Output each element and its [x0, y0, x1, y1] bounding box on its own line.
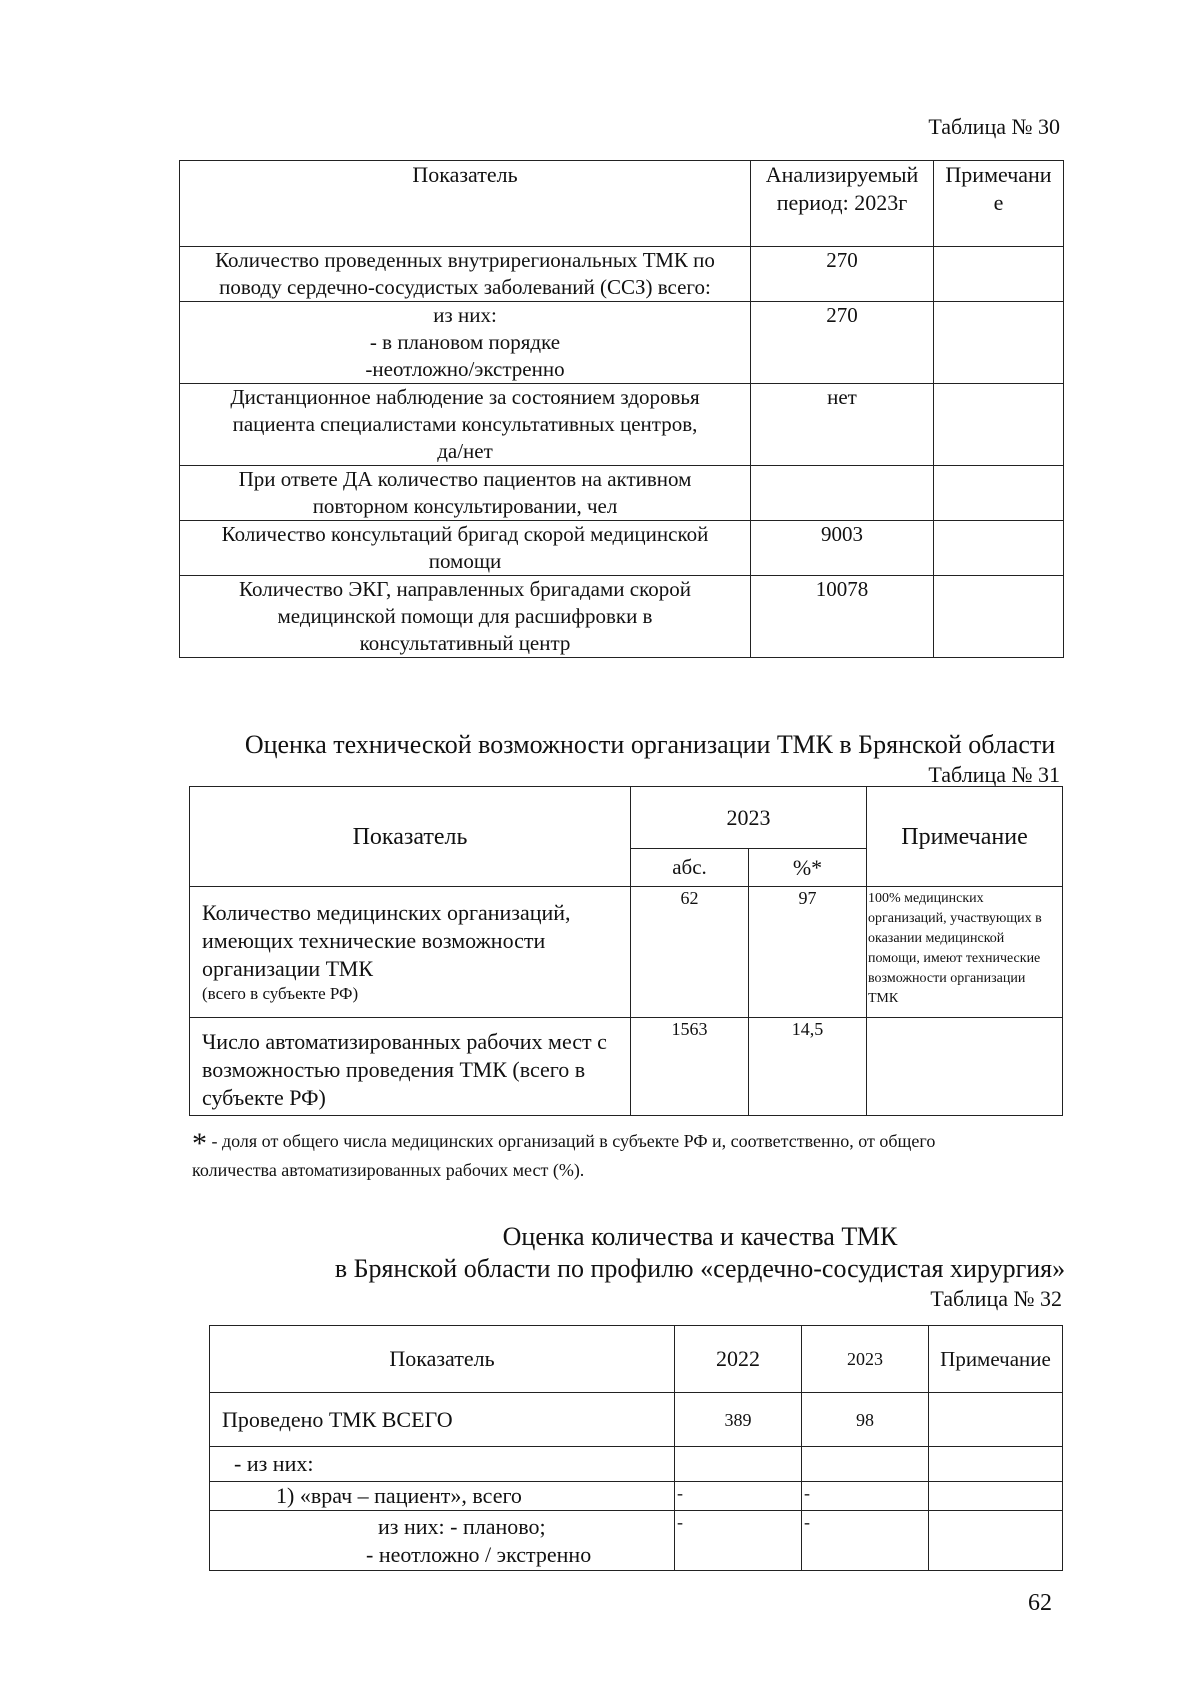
header-pct: %*: [749, 849, 867, 887]
footnote-text-2: количества автоматизированных рабочих мест (%).: [192, 1160, 585, 1180]
table-30-header-row: [180, 161, 1064, 247]
row-value: [751, 466, 934, 521]
row-label: [180, 384, 751, 466]
table-row: [180, 384, 1064, 466]
row-value: 9003: [751, 521, 934, 576]
row-label-line: возможностью проведения ТМК (всего в: [202, 1057, 586, 1082]
row-label-line: имеющих технические возможности: [202, 928, 546, 953]
row-pct: 14,5: [749, 1018, 867, 1116]
table-row: [180, 521, 1064, 576]
row-note: [929, 1447, 1063, 1482]
row-label-line: медицинской помощи для расшифровки в: [277, 604, 653, 628]
table-30-label: Таблица № 30: [928, 114, 1060, 139]
row-value: 10078: [751, 576, 934, 658]
row-label-line: Количество ЭКГ, направленных бригадами скорой: [239, 577, 691, 601]
row-note-line: возможности организации: [868, 971, 1026, 986]
row-label-line: Количество проведенных внутрирегиональных ТМК по: [215, 248, 715, 272]
header-2022: 2022: [675, 1326, 802, 1393]
header-period: [751, 161, 934, 247]
header-year: 2023: [631, 787, 867, 849]
row-value: нет: [751, 384, 934, 466]
row-label: Проведено ТМК ВСЕГО: [210, 1393, 675, 1447]
row-label: [180, 302, 751, 384]
row-label-line: консультативный центр: [359, 631, 571, 655]
footnote: [192, 1128, 1152, 1183]
row-note: [934, 302, 1064, 384]
row-2022: -: [675, 1511, 802, 1571]
row-label-line: из них:: [433, 303, 497, 327]
header-note-line2: е: [993, 190, 1004, 215]
row-note-line: помощи, имеют технические: [868, 951, 1041, 966]
footnote-star: *: [192, 1127, 207, 1160]
header-abs: абс.: [631, 849, 749, 887]
row-label-line: организации ТМК: [202, 956, 373, 981]
table-32-label: Таблица № 32: [930, 1286, 1062, 1311]
row-pct: 97: [749, 887, 867, 1018]
table-31-header-row: [190, 787, 1063, 849]
row-label-line: Количество медицинских организаций,: [202, 900, 571, 925]
row-label: [190, 887, 631, 1018]
row-2023: -: [802, 1511, 929, 1571]
row-label-line: да/нет: [437, 439, 493, 463]
row-label-line: повторном консультировании, чел: [312, 494, 618, 518]
footnote-line-1: [192, 1127, 1152, 1160]
row-2023: -: [802, 1482, 929, 1511]
row-label-line: из них: - планово;: [378, 1514, 546, 1539]
section-32-title-line1: Оценка количества и качества ТМК: [502, 1222, 898, 1251]
row-label-line: помощи: [428, 549, 502, 573]
row-value: 270: [751, 247, 934, 302]
row-label: [180, 247, 751, 302]
table-31-label: Таблица № 31: [928, 762, 1060, 787]
row-label-line: Число автоматизированных рабочих мест с: [202, 1029, 607, 1054]
row-note-line: ТМК: [868, 991, 899, 1006]
row-label: [210, 1511, 675, 1571]
row-label-line: поводу сердечно-сосудистых заболеваний (ССЗ) всего:: [219, 275, 711, 299]
footnote-text-1: - доля от общего числа медицинских организаций в субъекте РФ и, соответственно, от общего: [211, 1131, 936, 1151]
row-note-line: 100% медицинских: [868, 891, 984, 906]
table-31: [189, 786, 1063, 1116]
row-2022: 389: [675, 1393, 802, 1447]
row-label-line: При ответе ДА количество пациентов на активном: [238, 467, 692, 491]
row-label-line: - неотложно / экстренно: [366, 1542, 592, 1567]
table-32: [209, 1325, 1063, 1571]
section-31-title: Оценка технической возможности организации ТМК в Брянской области: [244, 730, 1056, 759]
row-label-line: Количество консультаций бригад скорой медицинской: [221, 522, 709, 546]
row-note-line: организаций, участвующих в: [868, 911, 1042, 926]
row-abs: 62: [631, 887, 749, 1018]
header-note-line1: Примечани: [945, 162, 1052, 187]
row-label-line: Дистанционное наблюдение за состоянием здоровья: [230, 385, 700, 409]
header-note: [934, 161, 1064, 247]
table-row: [210, 1482, 1063, 1511]
table-row: [180, 247, 1064, 302]
row-note: [934, 466, 1064, 521]
header-indicator: Показатель: [210, 1326, 675, 1393]
row-label-line: - в плановом порядке: [369, 330, 561, 354]
row-note: [934, 384, 1064, 466]
table-30: [179, 160, 1064, 658]
row-2023: 98: [802, 1393, 929, 1447]
row-abs: 1563: [631, 1018, 749, 1116]
header-note: Примечание: [929, 1326, 1063, 1393]
table-row: [180, 576, 1064, 658]
page-number: 62: [1028, 1590, 1052, 1616]
table-row: [210, 1511, 1063, 1571]
row-2022: [675, 1447, 802, 1482]
row-note: [934, 521, 1064, 576]
row-note: [934, 576, 1064, 658]
row-note: [867, 887, 1063, 1018]
row-label-line: пациента специалистами консультативных центров,: [232, 412, 698, 436]
section-32-title-line2: в Брянской области по профилю «сердечно-сосудистая хирургия»: [334, 1254, 1066, 1283]
row-label: 1) «врач – пациент», всего: [210, 1482, 675, 1511]
table-row: [210, 1393, 1063, 1447]
header-period-line2: период: 2023г: [776, 190, 908, 215]
header-note: Примечание: [867, 787, 1063, 887]
row-2022: -: [675, 1482, 802, 1511]
header-period-line1: Анализируемый: [765, 162, 919, 187]
row-label-line: -неотложно/экстренно: [365, 357, 565, 381]
table-row: [190, 887, 1063, 1018]
table-row: [210, 1447, 1063, 1482]
row-value: 270: [751, 302, 934, 384]
row-2023: [802, 1447, 929, 1482]
header-indicator: Показатель: [190, 787, 631, 887]
table-row: [180, 466, 1064, 521]
row-note: [934, 247, 1064, 302]
row-note-line: оказании медицинской: [868, 931, 1005, 946]
header-2023: 2023: [802, 1326, 929, 1393]
row-label-line: субъекте РФ): [202, 1085, 326, 1110]
table-row: [180, 302, 1064, 384]
row-label: [190, 1018, 631, 1116]
table-32-header-row: [210, 1326, 1063, 1393]
row-label: - из них:: [210, 1447, 675, 1482]
row-note: [929, 1393, 1063, 1447]
row-note: [929, 1511, 1063, 1571]
row-label: [180, 521, 751, 576]
table-row: [190, 1018, 1063, 1116]
row-label: [180, 576, 751, 658]
header-indicator: Показатель: [180, 161, 751, 247]
row-note: [929, 1482, 1063, 1511]
row-label-sub: (всего в субъекте РФ): [202, 984, 359, 1003]
row-note: [867, 1018, 1063, 1116]
row-label: [180, 466, 751, 521]
